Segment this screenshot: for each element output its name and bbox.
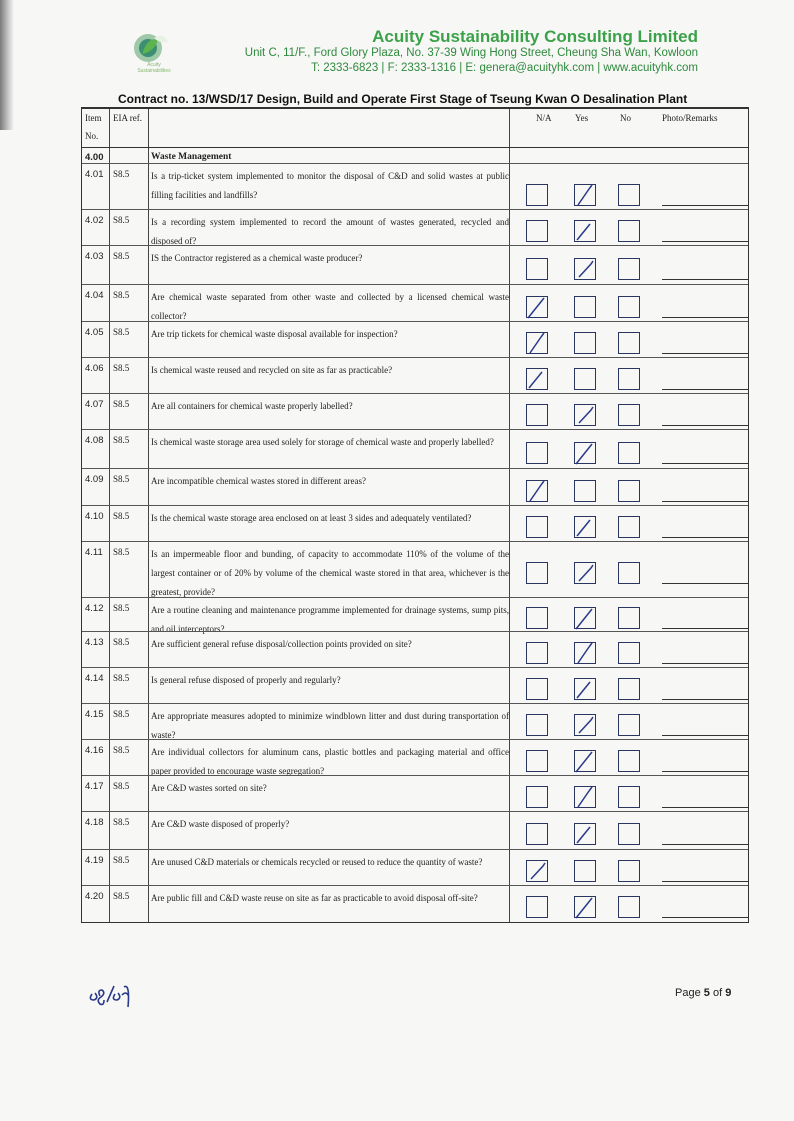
check-mark-icon [572,673,600,705]
checkbox-yes[interactable] [574,823,596,845]
remarks-line[interactable] [662,501,748,502]
row-item-number: 4.01 [85,169,104,180]
checkbox-yes[interactable] [574,184,596,206]
remarks-line[interactable] [662,317,748,318]
page-number [675,987,731,999]
row-question: Are a routine cleaning and maintenance programme implemented for drainage systems, sump pits, and oil interceptors? [151,605,509,634]
checkbox-na[interactable] [526,220,548,242]
table-row [82,811,748,850]
remarks-line[interactable] [662,241,748,242]
checkbox-yes[interactable] [574,607,596,629]
company-name: Acuity Sustainability Consulting Limited [372,27,698,46]
table-row [82,468,748,506]
row-item-number: 4.13 [85,637,104,648]
check-mark-icon [572,179,600,211]
row-question: Are individual collectors for aluminum cans, plastic bottles and packaging material and office paper provided to encourage waste segregation? [151,747,509,776]
header-na: N/A [536,113,552,123]
contract-title: Contract no. 13/WSD/17 Design, Build and Operate First Stage of Tseung Kwan O Desalination Plant [118,92,688,106]
checkbox-na[interactable] [526,184,548,206]
table-row [82,849,748,886]
checkbox-yes[interactable] [574,442,596,464]
checkbox-na[interactable] [526,896,548,918]
page-of-label: of [712,987,723,999]
checkbox-yes[interactable] [574,258,596,280]
table-row [82,631,748,668]
header-photo-remarks: Photo/Remarks [662,113,718,123]
remarks-line[interactable] [662,917,748,918]
table-row [82,163,748,210]
row-question: Are all containers for chemical waste properly labelled? [151,401,353,411]
checkbox-no[interactable] [618,642,640,664]
row-item-number: 4.14 [85,673,104,684]
checkbox-no[interactable] [618,896,640,918]
checkbox-na[interactable] [526,750,548,772]
row-eia-ref: S8.5 [113,474,130,484]
table-row [82,321,748,358]
row-question: Are appropriate measures adopted to minimize windblown litter and dust during transportation of waste? [151,711,509,740]
checkbox-yes[interactable] [574,368,596,390]
row-eia-ref: S8.5 [113,673,130,683]
row-item-number: 4.06 [85,363,104,374]
row-item-number: 4.10 [85,511,104,522]
row-eia-ref: S8.5 [113,511,130,521]
checkbox-na[interactable] [526,678,548,700]
remarks-line[interactable] [662,583,748,584]
checkbox-no[interactable] [618,678,640,700]
check-mark-icon [572,781,600,813]
row-question: Are incompatible chemical wastes stored in different areas? [151,476,366,486]
section-row [82,147,748,164]
row-item-number: 4.17 [85,781,104,792]
row-question: Are chemical waste separated from other waste and collected by a licensed chemical waste collector? [151,292,509,321]
row-question: Are C&D waste disposed of properly? [151,819,290,829]
row-question: Are sufficient general refuse disposal/collection points provided on site? [151,639,412,649]
row-item-number: 4.02 [85,215,104,226]
row-question: Are C&D wastes sorted on site? [151,783,267,793]
header-item-no: No. [85,131,99,141]
checkbox-na[interactable] [526,368,548,390]
checkbox-yes[interactable] [574,404,596,426]
row-eia-ref: S8.5 [113,435,130,445]
checkbox-na[interactable] [526,442,548,464]
checkbox-na[interactable] [526,860,548,882]
check-mark-icon [572,745,600,777]
checkbox-na[interactable] [526,642,548,664]
row-eia-ref: S8.5 [113,709,130,719]
company-contact: T: 2333-6823 | F: 2333-1316 | E: genera@acuityhk.com | www.acuityhk.com [311,62,698,74]
row-question: Are trip tickets for chemical waste disposal available for inspection? [151,329,398,339]
checkbox-no[interactable] [618,823,640,845]
company-address: Unit C, 11/F., Ford Glory Plaza, No. 37-39 Wing Hong Street, Cheung Sha Wan, Kowloon [244,47,698,59]
checkbox-no[interactable] [618,562,640,584]
table-row [82,245,748,285]
remarks-line[interactable] [662,537,748,538]
logo-text-line-2: Sustainabilities [137,68,171,74]
table-row [82,541,748,598]
remarks-line[interactable] [662,844,748,845]
header-eia-ref: EIA ref. [113,113,142,123]
checkbox-yes[interactable] [574,332,596,354]
table-row [82,209,748,246]
checkbox-na[interactable] [526,786,548,808]
check-mark-icon [572,891,600,923]
handwritten-date-signature [88,974,148,1010]
row-eia-ref: S8.5 [113,891,130,901]
checkbox-no[interactable] [618,516,640,538]
row-item-number: 4.20 [85,891,104,902]
remarks-line[interactable] [662,699,748,700]
checkbox-na[interactable] [526,332,548,354]
checkbox-yes[interactable] [574,562,596,584]
row-eia-ref: S8.5 [113,781,130,791]
checkbox-yes[interactable] [574,860,596,882]
checkbox-na[interactable] [526,516,548,538]
check-mark-icon [524,327,552,359]
check-mark-icon [572,637,600,669]
header-no: No [620,113,631,123]
header-yes: Yes [575,113,589,123]
check-mark-icon [524,291,552,323]
checkbox-yes[interactable] [574,678,596,700]
row-item-number: 4.07 [85,399,104,410]
table-row [82,667,748,704]
row-eia-ref: S8.5 [113,290,130,300]
checkbox-no[interactable] [618,296,640,318]
check-mark-icon [572,818,600,850]
checklist-table [81,107,749,923]
row-item-number: 4.15 [85,709,104,720]
check-mark-icon [572,709,600,741]
row-item-number: 4.04 [85,290,104,301]
checkbox-na[interactable] [526,480,548,502]
remarks-line[interactable] [662,881,748,882]
check-mark-icon [572,215,600,247]
checkbox-no[interactable] [618,332,640,354]
checkbox-no[interactable] [618,442,640,464]
checkbox-yes[interactable] [574,896,596,918]
logo-caption [124,62,184,74]
table-row [82,703,748,740]
checkbox-na[interactable] [526,404,548,426]
row-question: Is the chemical waste storage area enclosed on at least 3 sides and adequately ventilated? [151,513,472,523]
checkbox-na[interactable] [526,607,548,629]
row-item-number: 4.16 [85,745,104,756]
checkbox-yes[interactable] [574,480,596,502]
row-question: Is general refuse disposed of properly and regularly? [151,675,341,685]
checkbox-na[interactable] [526,296,548,318]
row-eia-ref: S8.5 [113,817,130,827]
row-item-number: 4.08 [85,435,104,446]
remarks-line[interactable] [662,663,748,664]
logo-text-line-1: Acuity [147,62,161,68]
row-eia-ref: S8.5 [113,603,130,613]
table-row [82,597,748,632]
checkbox-no[interactable] [618,258,640,280]
page-current: 5 [703,987,710,999]
row-question: Is chemical waste storage area used solely for storage of chemical waste and properly labelled? [151,437,494,447]
row-item-number: 4.19 [85,855,104,866]
checkbox-yes[interactable] [574,220,596,242]
check-mark-icon [572,602,600,634]
remarks-line[interactable] [662,279,748,280]
scan-edge-shadow [0,0,14,130]
page-label: Page [675,987,701,999]
checkbox-yes[interactable] [574,786,596,808]
checkbox-yes[interactable] [574,516,596,538]
checkbox-no[interactable] [618,860,640,882]
table-row [82,739,748,776]
remarks-line[interactable] [662,628,748,629]
remarks-line[interactable] [662,425,748,426]
row-question: Are public fill and C&D waste reuse on site as far as practicable to avoid disposal off-site? [151,893,478,903]
row-question: Is an impermeable floor and bunding, of capacity to accommodate 110% of the volume of the largest container or of 20% by volume of the chemical waste stored in that area, whichever is the greatest, provide? [151,549,509,597]
header-item: Item [85,113,102,123]
row-question: IS the Contractor registered as a chemical waste producer? [151,253,363,263]
check-mark-icon [524,475,552,507]
row-eia-ref: S8.5 [113,637,130,647]
row-item-number: 4.03 [85,251,104,262]
table-row [82,429,748,469]
checkbox-no[interactable] [618,607,640,629]
remarks-line[interactable] [662,463,748,464]
table-row [82,885,748,922]
checkbox-yes[interactable] [574,642,596,664]
remarks-line[interactable] [662,389,748,390]
row-item-number: 4.09 [85,474,104,485]
row-question: Is a trip-ticket system implemented to monitor the disposal of C&D and solid wastes at public filling facilities and landfills? [151,171,509,200]
check-mark-icon [572,253,600,285]
checkbox-yes[interactable] [574,714,596,736]
row-item-number: 4.12 [85,603,104,614]
checkbox-na[interactable] [526,823,548,845]
check-mark-icon [572,437,600,469]
row-item-number: 4.18 [85,817,104,828]
check-mark-icon [524,855,552,887]
table-row [82,357,748,394]
row-eia-ref: S8.5 [113,745,130,755]
row-eia-ref: S8.5 [113,855,130,865]
table-row [82,505,748,542]
checkbox-na[interactable] [526,562,548,584]
row-item-number: 4.11 [85,547,103,558]
check-mark-icon [572,399,600,431]
check-mark-icon [572,511,600,543]
row-eia-ref: S8.5 [113,327,130,337]
checkbox-yes[interactable] [574,750,596,772]
checkbox-no[interactable] [618,220,640,242]
remarks-line[interactable] [662,353,748,354]
row-eia-ref: S8.5 [113,363,130,373]
table-row [82,775,748,812]
row-item-number: 4.05 [85,327,104,338]
section-item-number: 4.00 [85,152,104,163]
checkbox-no[interactable] [618,184,640,206]
checkbox-no[interactable] [618,404,640,426]
row-eia-ref: S8.5 [113,399,130,409]
row-eia-ref: S8.5 [113,251,130,261]
remarks-line[interactable] [662,205,748,206]
checkbox-no[interactable] [618,786,640,808]
check-mark-icon [524,363,552,395]
remarks-line[interactable] [662,807,748,808]
checkbox-na[interactable] [526,714,548,736]
row-eia-ref: S8.5 [113,547,130,557]
page-total: 9 [725,987,732,999]
remarks-line[interactable] [662,735,748,736]
table-row [82,393,748,430]
checkbox-na[interactable] [526,258,548,280]
checkbox-yes[interactable] [574,296,596,318]
checkbox-no[interactable] [618,480,640,502]
row-question: Is a recording system implemented to record the amount of wastes generated, recycled and disposed of? [151,217,509,246]
checkbox-no[interactable] [618,368,640,390]
row-question: Are unused C&D materials or chemicals recycled or reused to reduce the quantity of waste? [151,857,483,867]
checkbox-no[interactable] [618,714,640,736]
row-eia-ref: S8.5 [113,169,130,179]
section-title: Waste Management [151,152,232,162]
table-row [82,284,748,322]
row-question: Is chemical waste reused and recycled on site as far as practicable? [151,365,393,375]
check-mark-icon [572,557,600,589]
row-eia-ref: S8.5 [113,215,130,225]
remarks-line[interactable] [662,771,748,772]
checkbox-no[interactable] [618,750,640,772]
